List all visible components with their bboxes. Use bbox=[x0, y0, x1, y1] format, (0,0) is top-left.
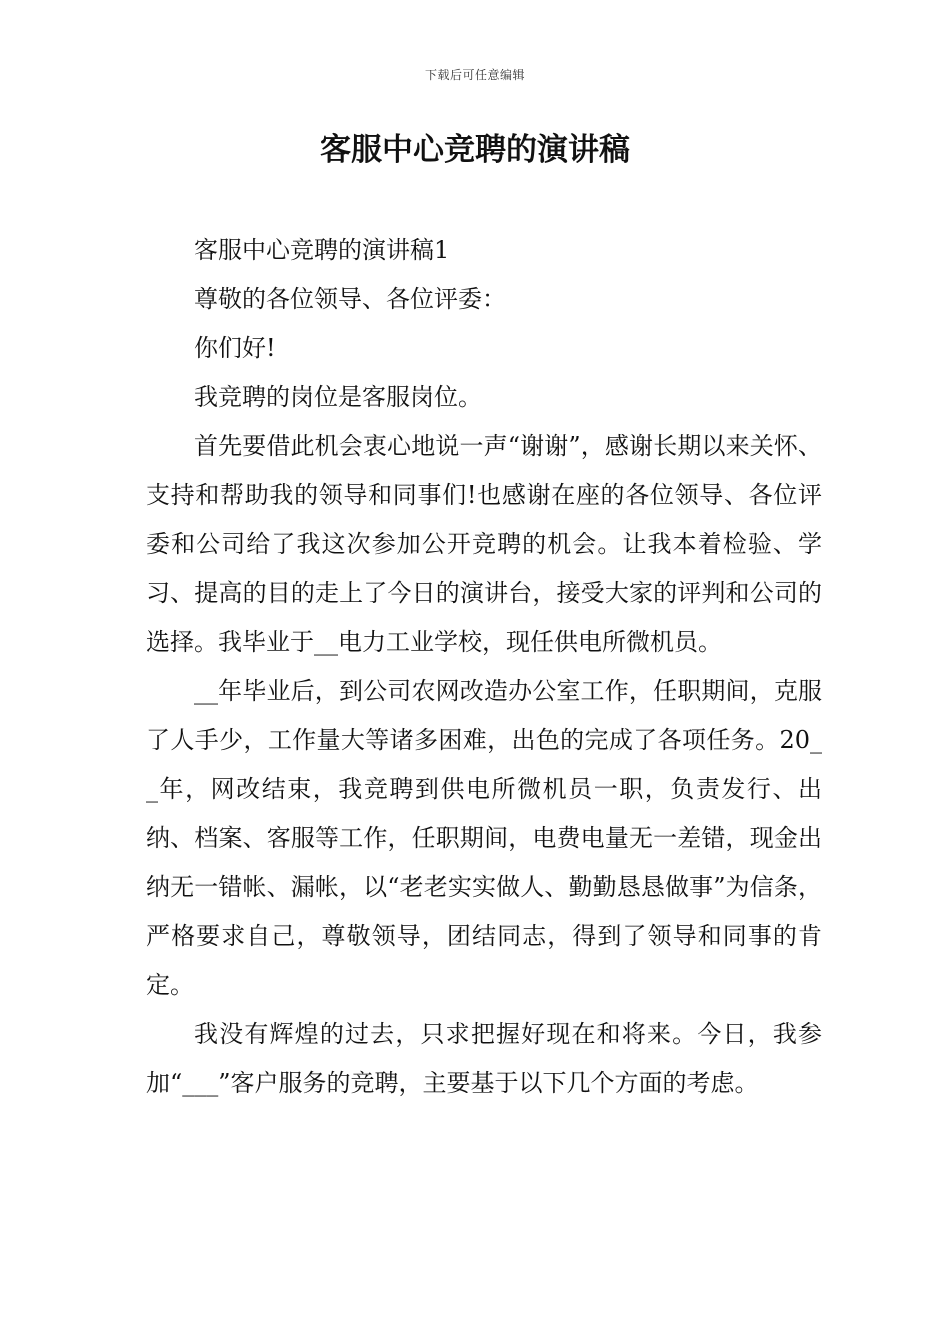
paragraph-greeting: 你们好! bbox=[194, 334, 276, 362]
document-title: 客服中心竞聘的演讲稿 bbox=[320, 132, 630, 168]
paragraph-subtitle: 客服中心竞聘的演讲稿1 bbox=[194, 236, 450, 264]
paragraph-experience: __年毕业后，到公司农网改造办公室工作，任职期间，克服了人手少，工作量大等诸多困难，出色的完成了各项任务。20__年，网改结束，我竞聘到供电所微机员一职，负责发行、出纳、档案、客服等工作，任职期间，电费电量无一差错，现金出纳无一错帐、漏帐，以“老老实实做人、勤勤恳恳做事”为信条，严格要求自己，尊敬领导，团结同志，得到了领导和同事的肯定。 bbox=[146, 677, 822, 999]
paragraph-salutation: 尊敬的各位领导、各位评委： bbox=[194, 285, 506, 313]
paragraph-motivation: 我没有辉煌的过去，只求把握好现在和将来。今日，我参加“___”客户服务的竞聘，主要基于以下几个方面的考虑。 bbox=[146, 1020, 822, 1097]
paragraph-thanks: 首先要借此机会衷心地说一声“谢谢”，感谢长期以来关怀、支持和帮助我的领导和同事们!也感谢在座的各位领导、各位评委和公司给了我这次参加公开竞聘的机会。让我本着检验、学习、提高的目的走上了今日的演讲台，接受大家的评判和公司的选择。我毕业于__电力工业学校，现任供电所微机员。 bbox=[146, 432, 822, 656]
document-body bbox=[146, 226, 822, 1108]
paragraph-position: 我竞聘的岗位是客服岗位。 bbox=[194, 383, 482, 411]
header-note: 下载后可任意编辑 bbox=[424, 68, 525, 82]
